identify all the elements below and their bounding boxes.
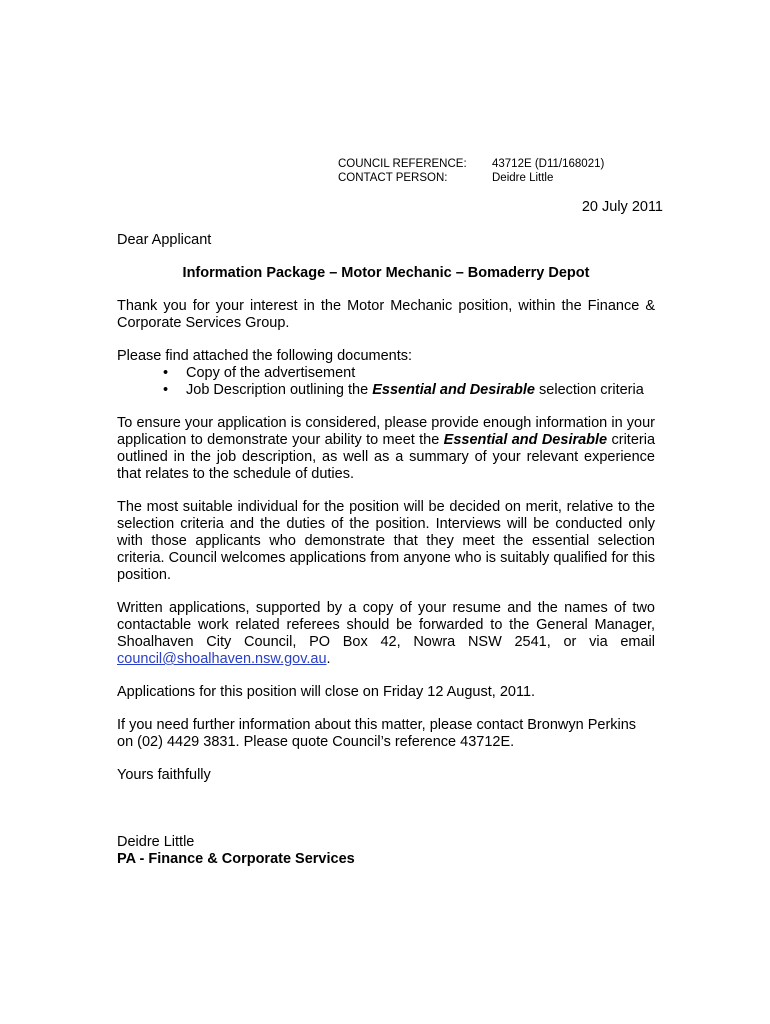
document-item-advertisement: Copy of the advertisement	[186, 365, 356, 381]
document-item-text-before: Job Description outlining the	[186, 382, 373, 398]
document-item-text-after: selection criteria	[535, 382, 644, 398]
essential-desirable-emphasis: Essential and Desirable	[443, 432, 608, 448]
signatory-title: PA - Finance & Corporate Services	[117, 851, 355, 867]
bullet-icon: •	[163, 365, 169, 381]
intro-paragraph: Thank you for your interest in the Motor Mechanic position, within the Finance & Corporate Services Group.	[117, 298, 655, 331]
application-requirements-paragraph	[117, 415, 655, 483]
essential-desirable-emphasis: Essential and Desirable	[372, 382, 535, 398]
reference-block	[338, 157, 604, 185]
email-link[interactable]: council@shoalhaven.nsw.gov.au	[117, 651, 327, 667]
paragraph-text-before: To ensure your application is considered, please provide enough information in your application to demonstrate your ability to meet the	[117, 415, 655, 448]
paragraph-text-after: .	[326, 651, 331, 667]
documents-list	[117, 365, 655, 399]
subject-heading: Information Package – Motor Mechanic – Bomaderry Depot	[182, 265, 590, 281]
signatory-name: Deidre Little	[117, 834, 195, 850]
list-item	[117, 365, 655, 382]
contact-person-row	[338, 171, 604, 185]
contact-person-label: CONTACT PERSON:	[338, 172, 448, 184]
closing-line: Yours faithfully	[117, 767, 211, 783]
council-reference-row	[338, 157, 604, 171]
letter-body	[117, 232, 655, 868]
submission-paragraph	[117, 600, 655, 668]
selection-paragraph: The most suitable individual for the position will be decided on merit, relative to the selection criteria and the duties of the position. Interviews will be conducted only with those applicants who demonstrate that they meet the essential selection criteria. Council welcomes applications from anyone who is suitably qualified for this position.	[117, 499, 655, 583]
bullet-icon: •	[163, 382, 169, 398]
document-item-job-description	[186, 382, 644, 398]
letter-date: 20 July 2011	[581, 199, 663, 215]
council-reference-value: 43712E (D11/168021)	[492, 158, 605, 170]
contact-paragraph: If you need further information about this matter, please contact Bronwyn Perkins on (02) 4429 3831. Please quote Council’s reference 43712E.	[117, 717, 637, 750]
paragraph-text-after: criteria outlined in the job description, as well as a summary of your relevant experience that relates to the schedule of duties.	[117, 432, 656, 482]
closing-date-paragraph: Applications for this position will close on Friday 12 August, 2011.	[117, 684, 536, 700]
paragraph-text-before: Written applications, supported by a copy of your resume and the names of two contactable work related referees should be forwarded to the General Manager, Shoalhaven City Council, PO Box 42, Nowra NSW 2541, or via email	[117, 600, 655, 650]
documents-section	[117, 348, 655, 399]
salutation: Dear Applicant	[117, 232, 212, 248]
list-item	[117, 382, 655, 399]
documents-intro: Please find attached the following documents:	[117, 348, 413, 364]
contact-person-value: Deidre Little	[492, 172, 554, 184]
council-reference-label: COUNCIL REFERENCE:	[338, 158, 467, 170]
